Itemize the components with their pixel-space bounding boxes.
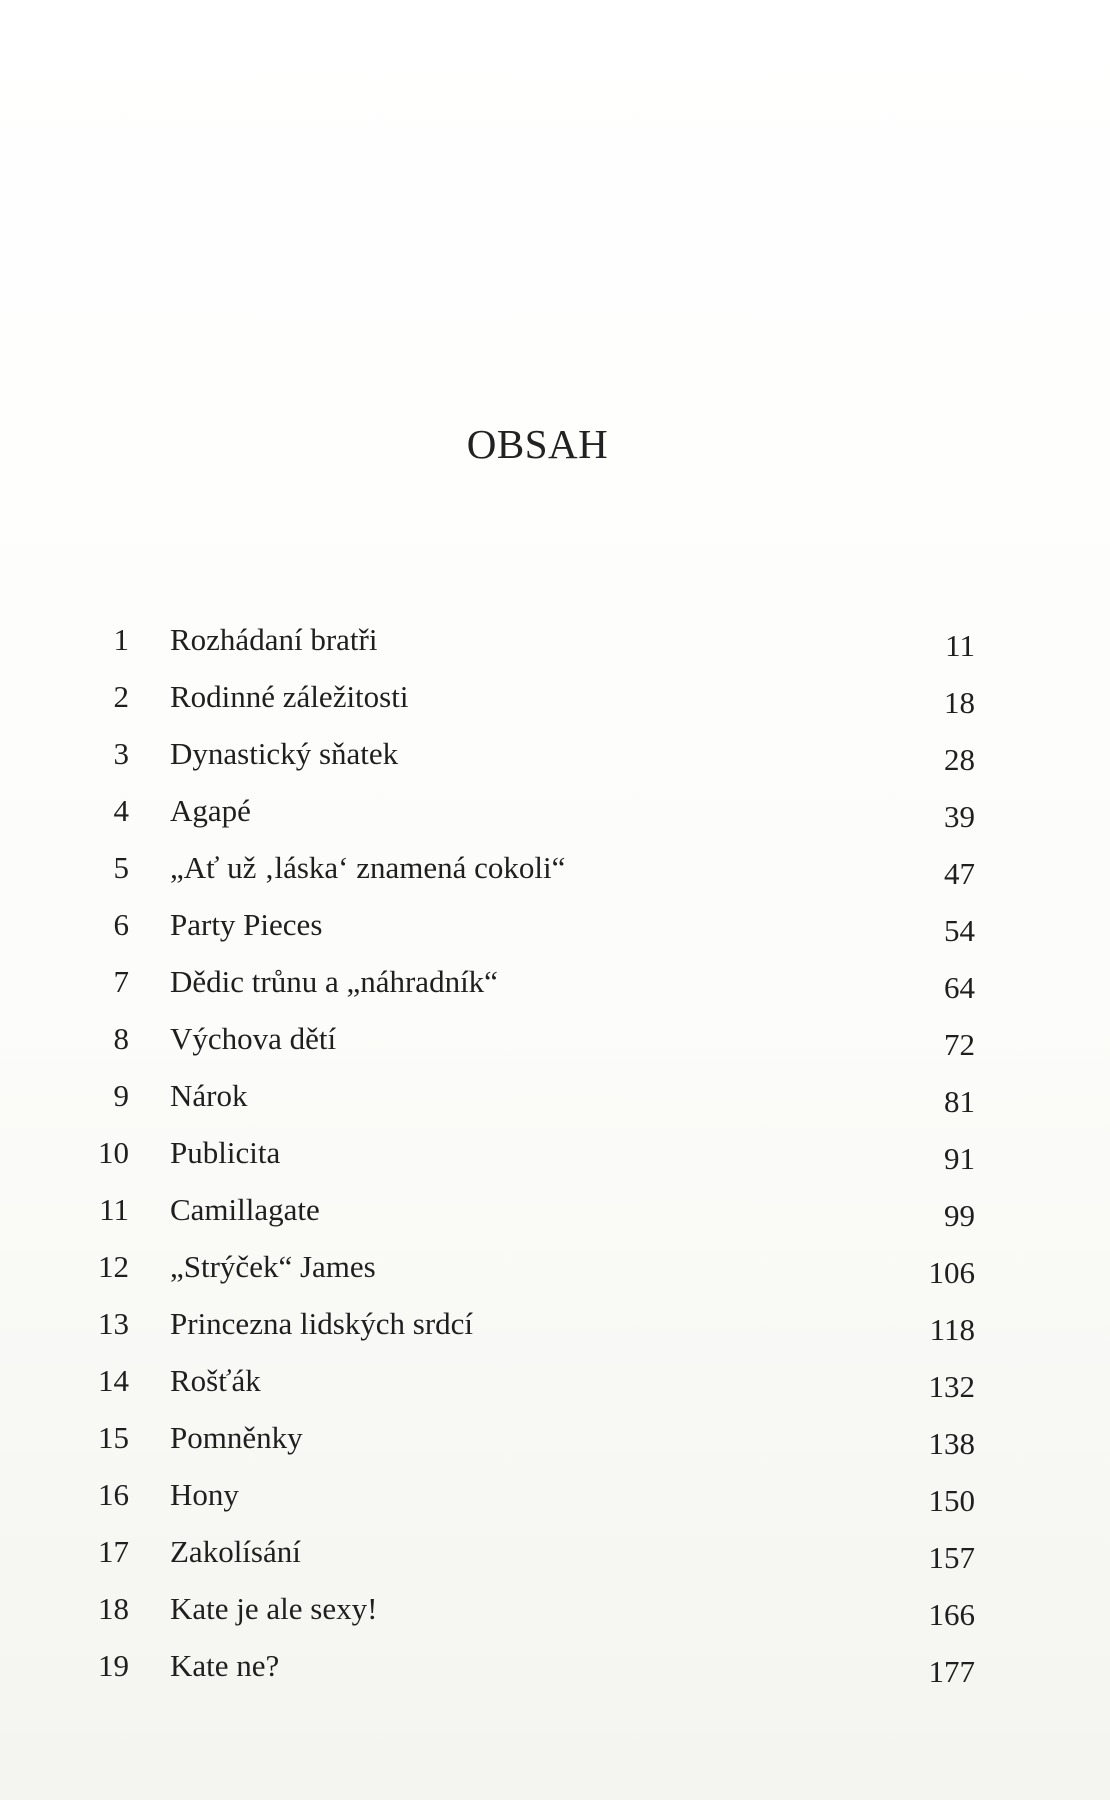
chapter-number: 14 [98, 1363, 129, 1398]
toc-entry [0, 1475, 1110, 1532]
toc-entry [0, 620, 1110, 677]
chapter-number: 11 [99, 1192, 129, 1227]
chapter-title: Princezna lidských srdcí [170, 1306, 474, 1341]
toc-entry [0, 1190, 1110, 1247]
toc-entry [0, 1418, 1110, 1475]
chapter-number: 7 [113, 964, 129, 999]
page-number: 54 [944, 913, 975, 948]
toc-entry [0, 791, 1110, 848]
chapter-title: „Strýček“ James [170, 1249, 376, 1284]
chapter-title: Rodinné záležitosti [170, 679, 409, 714]
toc-entry [0, 1589, 1110, 1646]
page-number: 28 [944, 742, 975, 777]
chapter-title: Dynastický sňatek [170, 736, 399, 771]
toc-entry [0, 734, 1110, 791]
chapter-title: Dědic trůnu a „náhradník“ [170, 964, 498, 999]
page-number: 118 [929, 1312, 975, 1347]
chapter-number: 13 [98, 1306, 129, 1341]
page-number: 157 [928, 1540, 975, 1575]
chapter-title: Kate je ale sexy! [170, 1591, 378, 1626]
toc-entry [0, 1133, 1110, 1190]
chapter-number: 1 [113, 622, 129, 657]
page-number: 47 [944, 856, 975, 891]
chapter-number: 8 [113, 1021, 129, 1056]
toc-entry [0, 1304, 1110, 1361]
chapter-number: 12 [98, 1249, 129, 1284]
chapter-title: Kate ne? [170, 1648, 280, 1683]
page-number: 72 [944, 1027, 975, 1062]
chapter-title: Agapé [170, 793, 251, 828]
chapter-number: 6 [113, 907, 129, 942]
toc-entry [0, 848, 1110, 905]
page-title: OBSAH [466, 421, 609, 467]
page-number: 132 [928, 1369, 975, 1404]
toc-entry [0, 1076, 1110, 1133]
toc-entry [0, 905, 1110, 962]
page-number: 81 [944, 1084, 975, 1119]
chapter-title: Party Pieces [170, 907, 323, 942]
toc-entry [0, 1019, 1110, 1076]
chapter-title: „Ať už ‚láska‘ znamená cokoli“ [170, 850, 566, 885]
toc-entry [0, 1361, 1110, 1418]
page-number: 18 [944, 685, 975, 720]
page-number: 166 [928, 1597, 975, 1632]
toc-entry [0, 1532, 1110, 1589]
chapter-title: Pomněnky [170, 1420, 303, 1455]
chapter-title: Rošťák [170, 1363, 261, 1398]
chapter-number: 2 [113, 679, 129, 714]
chapter-number: 17 [98, 1534, 129, 1569]
chapter-title: Nárok [170, 1078, 248, 1113]
chapter-number: 5 [113, 850, 129, 885]
chapter-number: 18 [98, 1591, 129, 1626]
chapter-number: 3 [113, 736, 129, 771]
chapter-title: Hony [170, 1477, 239, 1512]
page-number: 106 [928, 1255, 975, 1290]
page-number: 99 [944, 1198, 975, 1233]
chapter-title: Výchova dětí [170, 1021, 337, 1056]
chapter-number: 15 [98, 1420, 129, 1455]
page-number: 64 [944, 970, 975, 1005]
page-number: 138 [928, 1426, 975, 1461]
chapter-number: 10 [98, 1135, 129, 1170]
chapter-number: 16 [98, 1477, 129, 1512]
page-number: 177 [928, 1654, 975, 1689]
page-number: 150 [928, 1483, 975, 1518]
page-number: 11 [945, 628, 975, 663]
page-number: 91 [944, 1141, 975, 1176]
chapter-title: Rozhádaní bratři [170, 622, 378, 657]
toc-entry [0, 962, 1110, 1019]
chapter-title: Zakolísání [170, 1534, 301, 1569]
page-number: 39 [944, 799, 975, 834]
toc-entry [0, 1247, 1110, 1304]
toc-entry [0, 677, 1110, 734]
chapter-number: 19 [98, 1648, 129, 1683]
chapter-title: Publicita [170, 1135, 281, 1170]
chapter-number: 4 [113, 793, 129, 828]
toc-entry [0, 1646, 1110, 1703]
chapter-title: Camillagate [170, 1192, 320, 1227]
table-of-contents [0, 620, 1110, 1703]
chapter-number: 9 [113, 1078, 129, 1113]
